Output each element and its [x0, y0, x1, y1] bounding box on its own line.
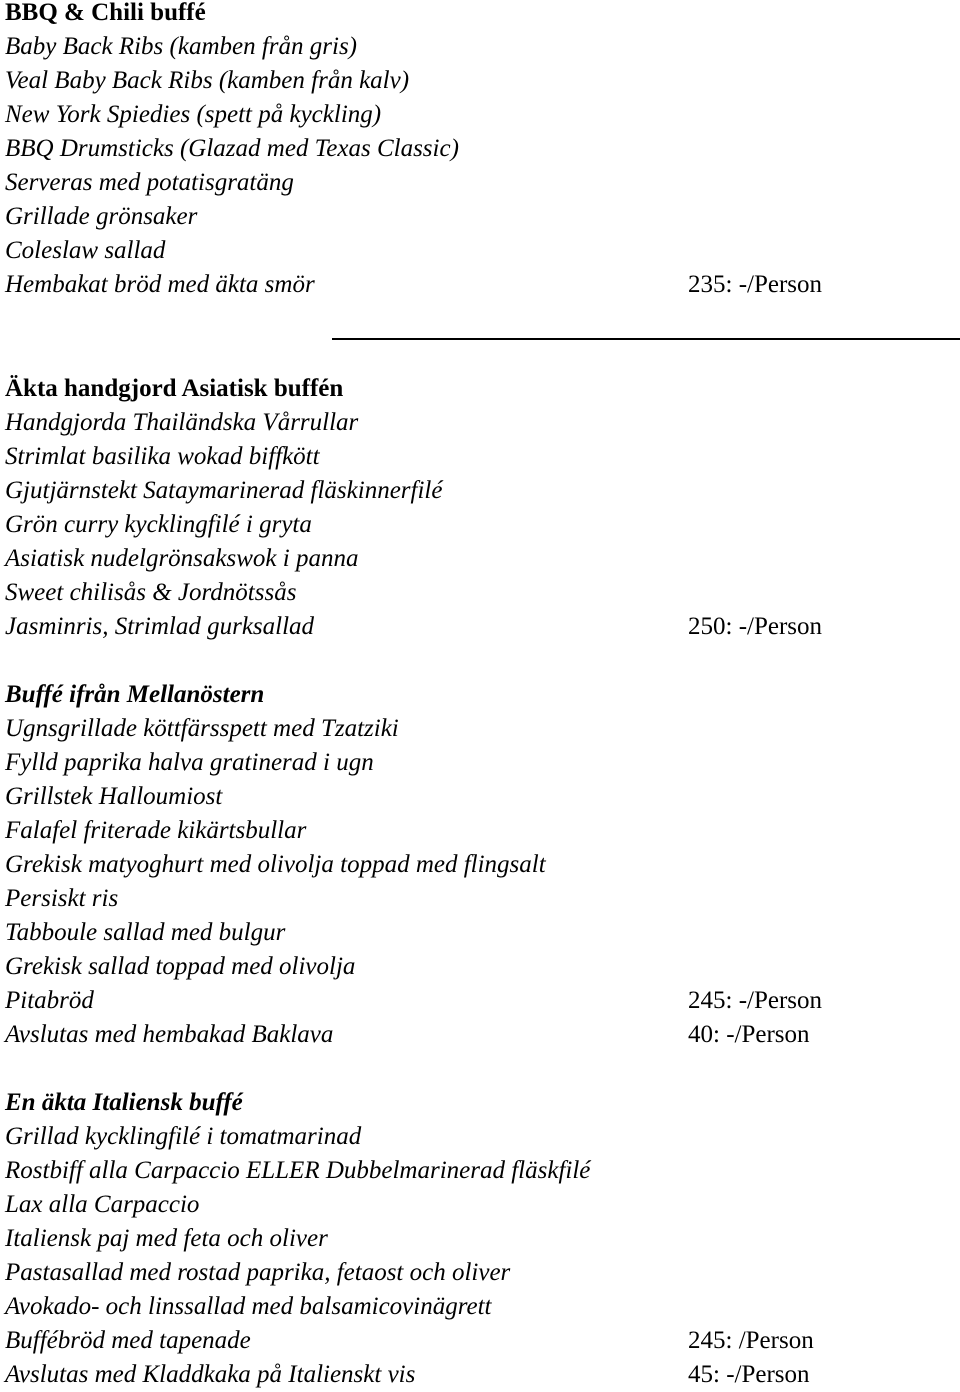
section-middle-east [5, 678, 955, 1052]
price-label: 245: /Person [688, 1327, 814, 1354]
menu-item-last [5, 610, 955, 644]
dessert-price-label: 40: -/Person [688, 1021, 810, 1048]
menu-item: Falafel friterade kikärtsbullar [5, 817, 307, 844]
section-divider [332, 338, 960, 340]
section-heading: Buffé ifrån Mellanöstern [5, 681, 265, 708]
price-label: 245: -/Person [688, 987, 823, 1014]
dessert-price-label: 45: -/Person [688, 1361, 810, 1388]
menu-item: Gjutjärnstekt Sataymarinerad fläskinnerfilé [5, 477, 443, 504]
menu-item: Handgjorda Thailändska Vårrullar [5, 409, 359, 436]
menu-item-label: Buffébröd med tapenade [5, 1327, 251, 1354]
menu-item: Coleslaw sallad [5, 237, 166, 264]
menu-item: Strimlat basilika wokad biffkött [5, 443, 320, 470]
menu-item: Sweet chilisås & Jordnötssås [5, 579, 297, 606]
price-label: 250: -/Person [688, 613, 823, 640]
menu-item-dessert [5, 1018, 955, 1052]
menu-item: Ugnsgrillade köttfärsspett med Tzatziki [5, 715, 399, 742]
menu-item: Persiskt ris [5, 885, 119, 912]
menu-item-with-price [5, 984, 955, 1018]
menu-item: Veal Baby Back Ribs (kamben från kalv) [5, 67, 410, 94]
menu-item: Pastasallad med rostad paprika, fetaost och oliver [5, 1259, 511, 1286]
menu-item-last [5, 268, 955, 302]
menu-item-with-price [5, 1324, 955, 1358]
menu-item-label: Hembakat bröd med äkta smör [5, 271, 315, 298]
menu-item-dessert [5, 1358, 955, 1392]
menu-item: Grön curry kycklingfilé i gryta [5, 511, 312, 538]
section-heading: BBQ & Chili buffé [5, 0, 206, 26]
menu-item: BBQ Drumsticks (Glazad med Texas Classic) [5, 135, 459, 162]
menu-item: Lax alla Carpaccio [5, 1191, 200, 1218]
menu-item: Asiatisk nudelgrönsakswok i panna [5, 545, 359, 572]
section-bbq [5, 0, 955, 302]
menu-item: Italiensk paj med feta och oliver [5, 1225, 328, 1252]
menu-item: Serveras med potatisgratäng [5, 169, 294, 196]
menu-item: Tabboule sallad med bulgur [5, 919, 286, 946]
section-heading: Äkta handgjord Asiatisk buffén [5, 375, 344, 402]
menu-item: Grillade grönsaker [5, 203, 198, 230]
section-italian [5, 1086, 955, 1392]
menu-item: New York Spiedies (spett på kyckling) [5, 101, 382, 128]
menu-item: Avokado- och linssallad med balsamicovinägrett [5, 1293, 492, 1320]
menu-item: Grillstek Halloumiost [5, 783, 223, 810]
menu-item: Baby Back Ribs (kamben från gris) [5, 33, 358, 60]
section-asian [5, 372, 955, 644]
price-label: 235: -/Person [688, 271, 823, 298]
menu-item-label: Jasminris, Strimlad gurksallad [5, 613, 315, 640]
menu-item: Grekisk matyoghurt med olivolja toppad med flingsalt [5, 851, 546, 878]
menu-item: Grekisk sallad toppad med olivolja [5, 953, 356, 980]
menu-item: Grillad kycklingfilé i tomatmarinad [5, 1123, 362, 1150]
section-heading: En äkta Italiensk buffé [5, 1089, 243, 1116]
menu-item: Fylld paprika halva gratinerad i ugn [5, 749, 374, 776]
menu-item-label: Pitabröd [5, 987, 94, 1014]
menu-item-label: Avslutas med Kladdkaka på Italienskt vis [5, 1361, 416, 1388]
menu-item-label: Avslutas med hembakad Baklava [5, 1021, 334, 1048]
menu-item: Rostbiff alla Carpaccio ELLER Dubbelmarinerad fläskfilé [5, 1157, 591, 1184]
